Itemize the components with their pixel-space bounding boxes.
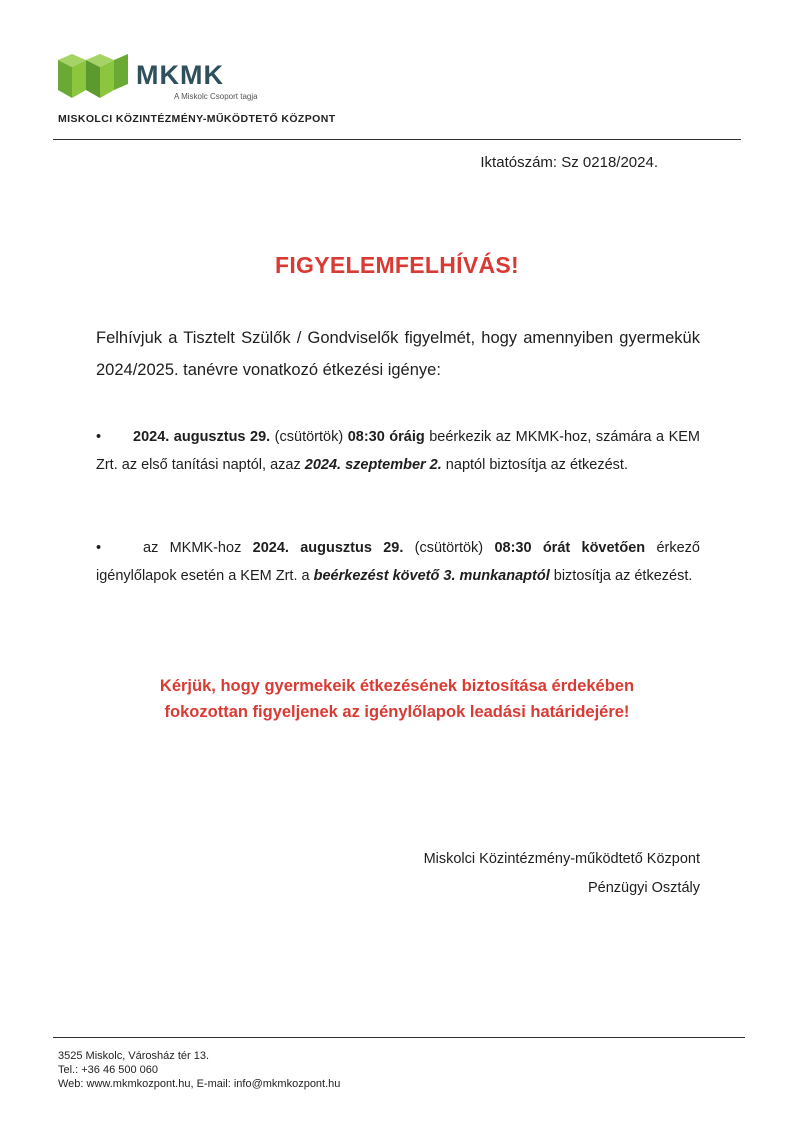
- bullet-marker: •: [96, 540, 102, 556]
- footer-divider: [53, 1037, 745, 1038]
- mkmk-logo-icon: [58, 54, 128, 98]
- footer-address: 3525 Miskolc, Városház tér 13.: [58, 1050, 210, 1062]
- list-item: [96, 423, 700, 479]
- signature-department: Pénzügyi Osztály: [587, 880, 700, 896]
- deadline-time: 08:30 órát követően: [494, 540, 646, 556]
- bullet-text: [96, 423, 700, 479]
- intro-paragraph: Felhívjuk a Tisztelt Szülők / Gondviselők figyelmét, hogy amennyiben gyermekük 2024/2025. tanévre vonatkozó étkezési igénye:: [96, 329, 700, 379]
- warning-notice: [0, 673, 794, 725]
- brand-tagline: A Miskolc Csoport tagja: [174, 92, 258, 101]
- page-title: FIGYELEMFELHÍVÁS!: [274, 252, 520, 278]
- warning-line: Kérjük, hogy gyermekeik étkezésének biztosítása érdekében: [159, 677, 635, 695]
- start-date: 2024. szeptember 2.: [304, 457, 442, 473]
- text-fragment: naptól biztosítja az étkezést.: [441, 457, 628, 473]
- warning-line: fokozottan figyeljenek az igénylőlapok leadási határidejére!: [164, 703, 630, 721]
- text-fragment: beérkezik az MKMK-hoz, számára a KEM Zrt. az első tanítási naptól, azaz: [96, 429, 700, 473]
- deadline-date: 2024. augusztus 29.: [133, 429, 271, 445]
- signature-organization: Miskolci Közintézmény-működtető Központ: [423, 851, 700, 867]
- footer-phone: Tel.: +36 46 500 060: [58, 1064, 158, 1076]
- footer-contact: [58, 1049, 340, 1091]
- bullet-marker: •: [96, 429, 102, 445]
- reference-number: Iktatószám: Sz 0218/2024.: [480, 154, 658, 171]
- bullet-text: [96, 534, 700, 590]
- text-fragment: az MKMK-hoz: [143, 540, 253, 556]
- signature-block: [424, 845, 700, 903]
- text-fragment: (csütörtök): [403, 540, 495, 556]
- text-fragment: (csütörtök): [270, 429, 348, 445]
- brand-name: MKMK: [136, 60, 224, 90]
- deadline-time: 08:30 óráig: [347, 429, 425, 445]
- footer-web: Web: www.mkmkozpont.hu, E-mail: info@mkmkozpont.hu: [58, 1078, 341, 1090]
- text-fragment: érkező igénylőlapok esetén a KEM Zrt. a: [96, 540, 700, 584]
- text-fragment: biztosítja az étkezést.: [549, 568, 693, 584]
- start-condition: beérkezést követő 3. munkanaptól: [313, 568, 550, 584]
- header-divider: [53, 139, 741, 140]
- deadline-date: 2024. augusztus 29.: [252, 540, 404, 556]
- organization-name: MISKOLCI KÖZINTÉZMÉNY-MŰKÖDTETŐ KÖZPONT: [58, 113, 336, 125]
- list-item: [96, 534, 700, 590]
